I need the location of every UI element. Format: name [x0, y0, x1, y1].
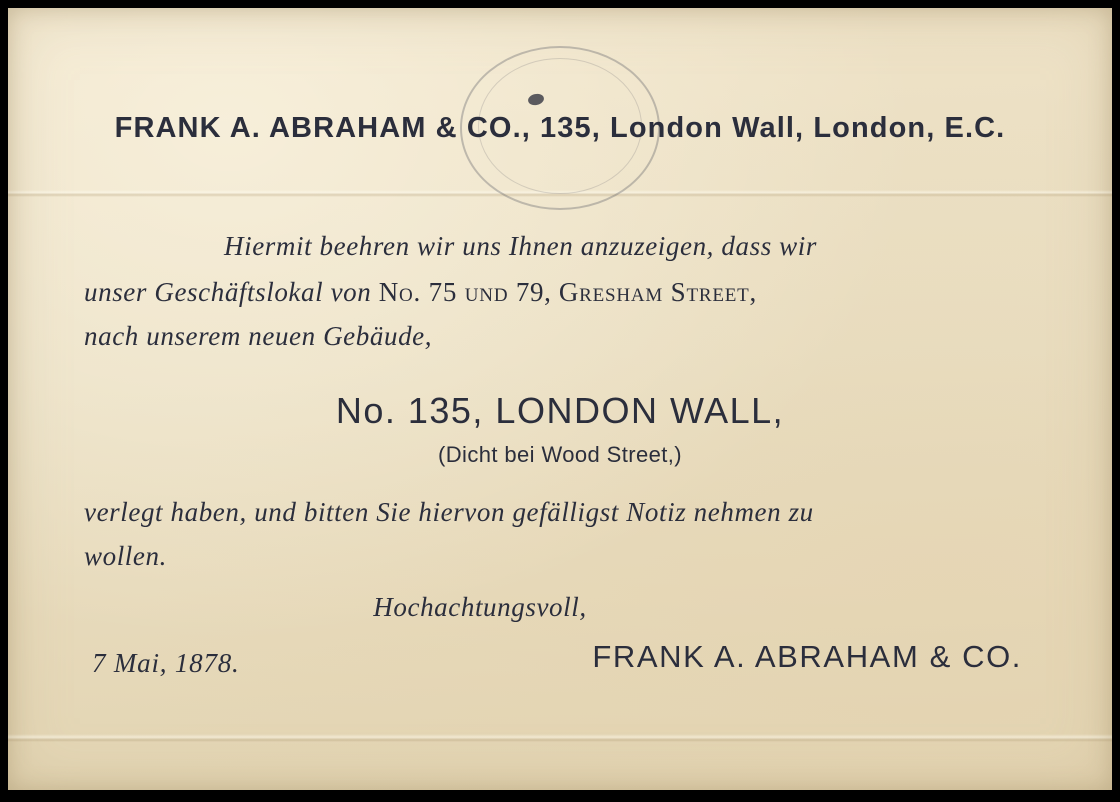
address-subtitle: (Dicht bei Wood Street,) [438, 442, 682, 467]
fold-crease-bottom [8, 734, 1112, 742]
street-number-79: 79, [515, 277, 559, 307]
body-line-1 [84, 224, 1036, 268]
closing-line-2: wollen. [84, 541, 167, 571]
conjunction-und: und [457, 277, 516, 307]
date-line: 7 Mai, 1878. [92, 648, 240, 678]
body-line-3: nach unserem neuen Gebäude, [84, 321, 433, 351]
paper-sheet [8, 8, 1112, 790]
street-number-75: No. 75 [378, 277, 458, 307]
body-line-2 [84, 270, 1036, 314]
letterhead-line: FRANK A. ABRAHAM & CO., 135, London Wall, London, E.C. [114, 112, 1006, 144]
gresham-street-name: Gresham Street, [558, 277, 758, 307]
body-line-1-text: Hiermit beehren wir uns Ihnen anzuzeigen, dass wir [224, 231, 817, 261]
closing-paragraph [84, 490, 1036, 578]
closing-line-1: verlegt haben, und bitten Sie hiervon gefälligst Notiz nehmen zu [84, 497, 814, 527]
ink-blot [527, 92, 545, 106]
new-address-headline: No. 135, LONDON WALL, [335, 390, 785, 431]
body-line-2-prefix: unser Geschäftslokal von [84, 277, 379, 307]
letter-body [84, 224, 1036, 675]
signature-line: FRANK A. ABRAHAM & CO. [592, 639, 1022, 674]
fold-crease-top [8, 190, 1112, 197]
valediction: Hochachtungsvoll, [373, 592, 587, 622]
